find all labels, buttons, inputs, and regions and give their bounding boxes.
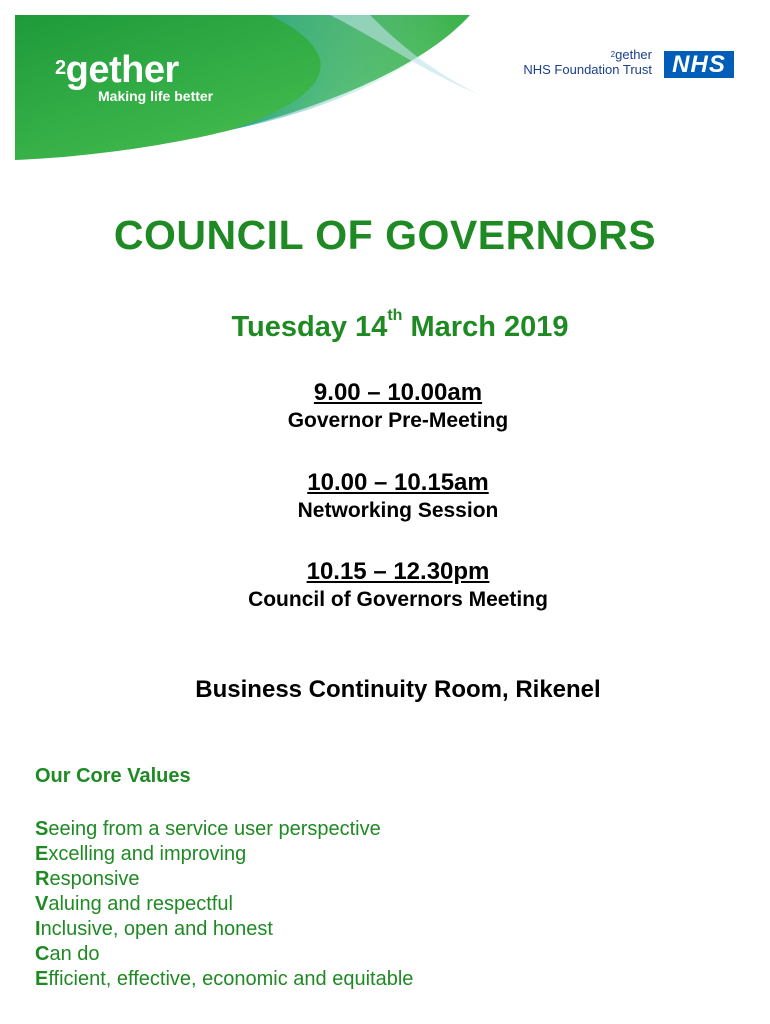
value-initial: S — [35, 818, 49, 840]
value-initial: V — [35, 893, 49, 915]
value-initial: I — [35, 918, 41, 940]
value-text: xcelling and improving — [48, 843, 247, 865]
value-text: an do — [49, 943, 100, 965]
core-values-list — [35, 817, 413, 992]
trust-name-line1: gether — [615, 47, 652, 62]
trust-name — [512, 47, 652, 77]
meeting-date — [0, 307, 770, 344]
schedule-time: 10.00 – 10.15am — [307, 469, 489, 496]
list-item — [35, 917, 413, 942]
logo-word-text: gether — [65, 49, 179, 91]
schedule-description: Networking Session — [297, 499, 499, 522]
date-month-year: March 2019 — [410, 311, 569, 343]
nhs-logo: NHS — [664, 51, 734, 78]
trust-name-line2: NHS Foundation Trust — [523, 62, 652, 77]
list-item — [35, 942, 413, 967]
value-initial: E — [35, 968, 49, 990]
date-weekday-day: Tuesday 14 — [231, 311, 388, 343]
value-text: esponsive — [49, 868, 140, 890]
logo-wordmark — [55, 50, 213, 90]
list-item — [35, 892, 413, 917]
schedule-time: 9.00 – 10.00am — [313, 379, 483, 406]
list-item — [35, 967, 413, 992]
schedule-item — [0, 378, 770, 434]
header-banner — [0, 0, 770, 170]
schedule-item — [0, 468, 770, 524]
schedule-time: 10.15 – 12.30pm — [306, 558, 490, 585]
schedule-description: Governor Pre-Meeting — [287, 409, 509, 432]
trust-name-sup: 2 — [610, 50, 616, 59]
2gether-logo — [55, 50, 213, 104]
list-item — [35, 817, 413, 842]
value-text: eeing from a service user perspective — [48, 818, 381, 840]
logo-superscript: 2 — [55, 57, 66, 79]
page-title: COUNCIL OF GOVERNORS — [113, 212, 657, 258]
logo-tagline: Making life better — [98, 88, 214, 104]
value-initial: E — [35, 843, 49, 865]
list-item — [35, 842, 413, 867]
value-text: aluing and respectful — [48, 893, 233, 915]
value-initial: R — [35, 868, 50, 890]
value-text: fficient, effective, economic and equitable — [48, 968, 414, 990]
schedule-item — [0, 557, 770, 613]
date-suffix: th — [387, 307, 403, 324]
venue: Business Continuity Room, Rikenel — [195, 676, 601, 703]
value-initial: C — [35, 943, 50, 965]
core-values-heading: Our Core Values — [35, 765, 191, 787]
schedule-description: Council of Governors Meeting — [248, 588, 548, 611]
list-item — [35, 867, 413, 892]
value-text: nclusive, open and honest — [40, 918, 273, 940]
